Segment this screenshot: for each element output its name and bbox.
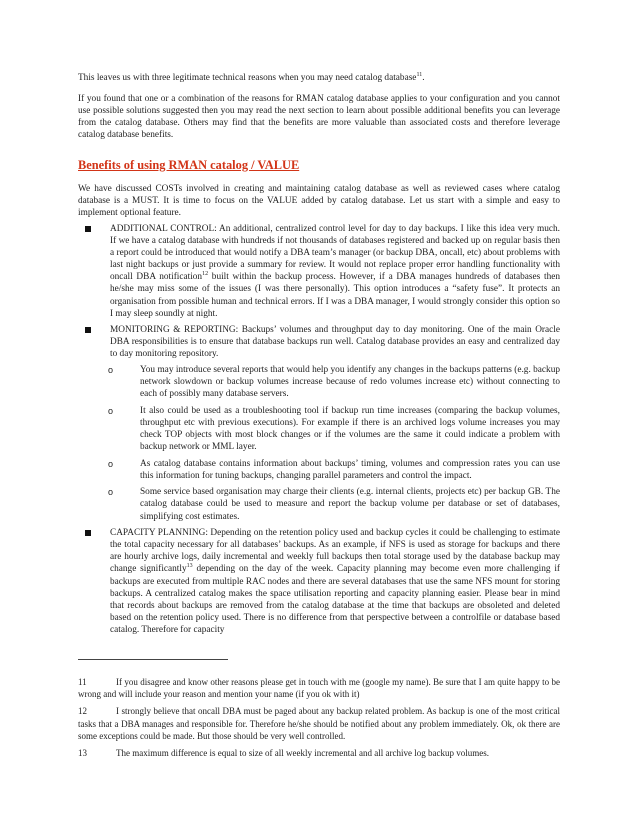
intro-line-1-text: This leaves us with three legitimate technical reasons when you may need catalog database (78, 73, 417, 83)
bullet-capacity-planning (78, 527, 560, 636)
circle-bullet-icon: o (108, 487, 114, 498)
footnote-text: If you disagree and know other reasons please get in touch with me (google my name). Be sure that I am quite happy to be wrong and will include your reason and mention your name (if you ok with it) (78, 677, 560, 700)
bullet-text: MONITORING & REPORTING: Backups’ volumes and throughput day to day monitoring. One of the main Oracle DBA responsibilities is to ensure that database backups run well. Catalog database provides an easy and centralized day to day monitoring repository. (110, 324, 560, 359)
intro-line-1-end: . (422, 73, 425, 83)
bullet-monitoring-reporting (78, 324, 560, 523)
footnote-separator (78, 659, 228, 660)
sub-item (78, 405, 560, 453)
circle-bullet-icon: o (108, 365, 114, 376)
footnote-text: I strongly believe that oncall DBA must be paged about any backup related problem. As backup is one of the most critical tasks that a DBA manages and responsible for. Therefore he/she should be notified about any problem immediately. Ok, ok there are some exceptions could be made. But those should be very well controlled. (78, 706, 560, 741)
footnote-ref-11[interactable]: 11 (416, 71, 423, 78)
square-bullet-icon (85, 226, 91, 232)
footnote-12 (78, 705, 560, 742)
sub-item (78, 458, 560, 482)
sub-item-text: As catalog database contains information about backups’ timing, volumes and compression rates you can use this information for tuning backups, changing parallel parameters and control the impact. (140, 458, 560, 481)
bullet-text (110, 527, 560, 636)
footnote-number: 11 (78, 677, 87, 687)
bullet-text-part: depending on the day of the week. Capacity planning may become even more challenging if backups are executed from multiple RAC nodes and there are several databases that use the same NFS mount for storing backups. A centralized catalog makes the space utilisation reporting and capacity planning easier. Please bear in mind that records about backups are removed from the catalog database at the time that backups are obsoleted and deleted based on the retention policy used. There is no difference from that perspective between a controlfile or database based catalog. Therefore for capacity (110, 564, 560, 635)
intro-paragraph-2: If you found that one or a combination of the reasons for RMAN catalog database applies to your configuration and you cannot use possible solutions suggested then you may read the next section to learn about possible additional benefits you can leverage from the catalog database. Others may find that the benefits are more valuable than associated costs and therefore leverage catalog database benefits. (78, 94, 560, 141)
bullet-text (110, 223, 560, 320)
circle-bullet-icon: o (108, 458, 114, 469)
footnote-text: The maximum difference is equal to size of all weekly incremental and all archive log backup volumes. (116, 748, 489, 759)
bullet-text-part: built within the backup process. However, if a DBA manages hundreds of databases then he/she may miss some of the issues (I was there personally). This option introduces a “safety fuse”. It protects an organisation from possible human and technical errors. If I was a DBA manager, I would strongly consider this option so I may sleep soundly at night. (110, 272, 560, 319)
sub-item-text: You may introduce several reports that would help you identify any changes in the backups patterns (e.g. backup network slowdown or backup volumes increase because of redo volumes increase etc) without connecting to each of possibly many database servers. (140, 365, 560, 400)
bullet-text-part: ADDITIONAL CONTROL: An additional, centralized control level for day to day backups. I like this idea very much. If we have a catalog database with hundreds if not thousands of databases registered and backed up on regular basis then a report could be introduced that would notify a DBA team’s manager (or backup DBA, oncall, etc) about problems with last night backups or just provide a summary for review. It would not replace proper error handling functionality with oncall DBA notification (110, 224, 560, 283)
document-page (78, 0, 560, 826)
footnote-number: 12 (78, 706, 87, 717)
footnote-ref-12[interactable]: 12 (202, 271, 209, 278)
section-intro-paragraph: We have discussed COSTs involved in creating and maintaining catalog database as well as reviewed cases where catalog database is a MUST. It is time to focus on the VALUE added by catalog database. Let us start with a simple and easy to implement optional feature. (78, 184, 560, 219)
bullet-text-part: CAPACITY PLANNING: Depending on the retention policy used and backup cycles it could be challenging to estimate the total capacity necessary for all databases’ backups. As an example, if NFS is used as storage for backups and there are hourly archive logs, daily incremental and weekly full backups then total storage used by the database backup may change significantly (110, 528, 560, 575)
footnote-number: 13 (78, 748, 87, 759)
sub-item-text: Some service based organisation may charge their clients (e.g. internal clients, projects etc) per backup GB. The catalog database could be used to measure and report the backup volume per database or set of databases, simplifying cost estimates. (140, 487, 560, 522)
sub-item-text: It also could be used as a troubleshooting tool if backup run time increases (comparing the backup volumes, throughput etc with previous executions). For example if there is an archived logs volume increases you may check TOP objects with most block changes or if the volumes are the same it could indicate a problem with backup network or MML layer. (140, 405, 560, 453)
footnote-ref-13[interactable]: 13 (186, 563, 193, 570)
bullet-additional-control (78, 223, 560, 320)
monitoring-sublist (110, 364, 560, 523)
circle-bullet-icon: o (108, 405, 114, 416)
intro-line-1 (78, 72, 560, 84)
section-heading: Benefits of using RMAN catalog / VALUE (78, 158, 300, 172)
footnote-13 (78, 747, 560, 759)
benefits-list (78, 223, 560, 640)
footnote-11 (78, 676, 560, 700)
footnotes (78, 676, 560, 764)
square-bullet-icon (85, 530, 91, 536)
sub-item (78, 486, 560, 522)
sub-item (78, 364, 560, 400)
square-bullet-icon (85, 327, 91, 333)
